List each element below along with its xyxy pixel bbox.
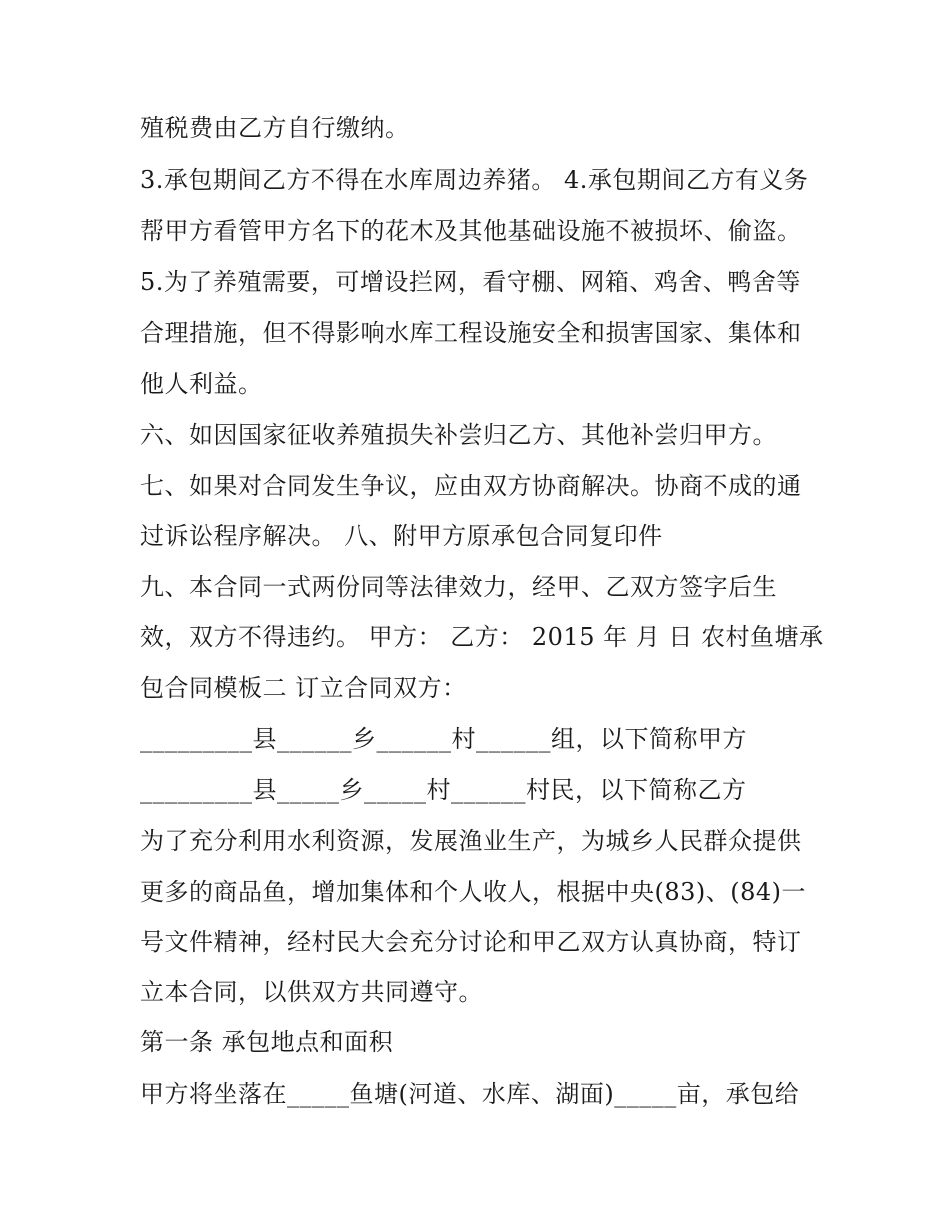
text-line: 九、本合同一式两份同等法律效力，经甲、乙双方签字后生 bbox=[140, 573, 777, 601]
text-line: 过诉讼程序解决。 八、附甲方原承包合同复印件 bbox=[140, 522, 663, 550]
text-line: 合理措施，但不得影响水库工程设施安全和损害国家、集体和 bbox=[140, 319, 802, 347]
text-line: _________县______乡______村______组，以下简称甲方 bbox=[140, 725, 747, 753]
text-line: 效，双方不得违约。 甲方： 乙方： 2015 年 月 日 农村鱼塘承 bbox=[140, 623, 824, 651]
text-line: 更多的商品鱼，增加集体和个人收人，根据中央(83)、(84)一 bbox=[140, 878, 807, 906]
text-line: 殖税费由乙方自行缴纳。 bbox=[140, 114, 410, 142]
section-heading: 第一条 承包地点和面积 bbox=[140, 1028, 394, 1056]
text-line: 甲方将坐落在_____鱼塘(河道、水库、湖面)_____亩，承包给 bbox=[140, 1080, 800, 1108]
text-line: 包合同模板二 订立合同双方： bbox=[140, 674, 467, 702]
text-line: 六、如因国家征收养殖损失补尝归乙方、其他补尝归甲方。 bbox=[140, 421, 777, 449]
text-line: 号文件精神，经村民大会充分讨论和甲乙双方认真协商，特订 bbox=[140, 928, 802, 956]
text-line: 立本合同，以供双方共同遵守。 bbox=[140, 978, 483, 1006]
text-line: 帮甲方看管甲方名下的花木及其他基础设施不被损坏、偷盗。 bbox=[140, 217, 802, 245]
text-line: 5.为了养殖需要，可增设拦网，看守棚、网箱、鸡舍、鸭舍等 bbox=[140, 268, 801, 296]
text-line: 3.承包期间乙方不得在水库周边养猪。 4.承包期间乙方有义务 bbox=[140, 166, 809, 194]
text-line: 七、如果对合同发生争议，应由双方协商解决。协商不成的通 bbox=[140, 472, 802, 500]
text-line: 为了充分利用水利资源，发展渔业生产，为城乡人民群众提供 bbox=[140, 827, 802, 855]
text-line: _________县_____乡_____村______村民，以下简称乙方 bbox=[140, 776, 747, 804]
text-line: 他人利益。 bbox=[140, 370, 263, 398]
